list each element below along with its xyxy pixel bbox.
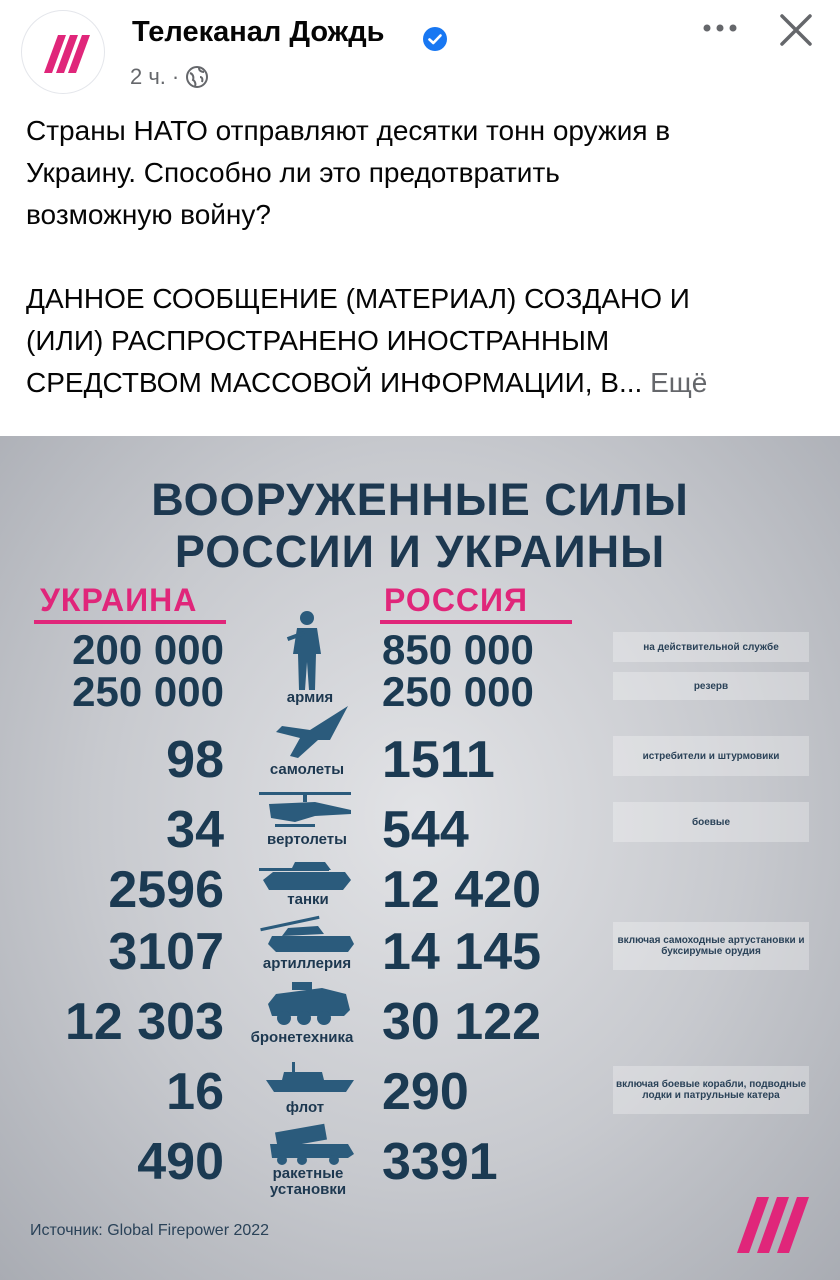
post-line: ДАННОЕ СООБЩЕНИЕ (МАТЕРИАЛ) СОЗДАНО И <box>26 283 690 314</box>
infographic-title: ВООРУЖЕННЫЕ СИЛЫ <box>151 474 689 525</box>
post-meta <box>130 64 209 90</box>
post-line: СРЕДСТВОМ МАССОВОЙ ИНФОРМАЦИИ, В... <box>26 367 643 398</box>
post-line: Украину. Способно ли это предотвратить <box>26 157 560 188</box>
rocket-launcher-icon <box>262 1122 358 1166</box>
dozhd-watermark-icon <box>735 1191 810 1256</box>
ukraine-value: 12 303 <box>64 993 224 1051</box>
russia-header: РОССИЯ <box>384 582 529 618</box>
page-avatar[interactable] <box>21 10 105 94</box>
close-icon[interactable] <box>778 12 814 48</box>
ukraine-value: 2596 <box>108 861 224 919</box>
russia-value: 1511 <box>382 731 495 789</box>
source-caption: Источник: Global Firepower 2022 <box>30 1222 270 1239</box>
row-note: включая самоходные артустановки и буксирумые орудия <box>613 922 809 970</box>
ukraine-value: 250 000 <box>72 668 224 715</box>
russia-value: 12 420 <box>382 861 542 919</box>
category-label: ракетные установки <box>269 1165 347 1198</box>
ukraine-value: 200 000 <box>72 626 224 673</box>
row-note: на действительной службе <box>613 632 809 662</box>
globe-icon[interactable] <box>185 65 209 89</box>
post-line: возможную войну? <box>26 199 271 230</box>
row-note: резерв <box>613 672 809 700</box>
more-options-icon[interactable] <box>700 18 740 38</box>
russia-value: 290 <box>382 1063 469 1121</box>
apc-icon <box>262 980 354 1028</box>
category-label: артиллерия <box>262 955 352 972</box>
infographic-image[interactable] <box>0 436 840 1280</box>
post-time[interactable]: 2 ч. <box>130 64 166 89</box>
meta-separator: · <box>171 64 180 89</box>
ukraine-value: 16 <box>166 1063 224 1121</box>
soldier-icon <box>285 608 331 692</box>
ship-icon <box>262 1060 358 1096</box>
russia-value: 30 122 <box>382 993 542 1051</box>
ukraine-value: 34 <box>166 801 224 859</box>
ukraine-value: 98 <box>166 731 224 789</box>
jet-icon <box>270 704 350 764</box>
verified-badge-icon <box>423 27 447 51</box>
russia-value: 544 <box>382 801 469 859</box>
category-label: самолеты <box>269 761 345 778</box>
post-line: Страны НАТО отправляют десятки тонн оружия в <box>26 115 671 146</box>
russia-value: 850 000 <box>382 626 534 673</box>
tank-icon <box>255 856 355 894</box>
ukraine-underline <box>34 620 226 624</box>
post-line-last <box>26 362 816 404</box>
category-label: армия <box>286 689 334 706</box>
infographic-title: РОССИИ И УКРАИНЫ <box>174 526 666 577</box>
post-text <box>26 110 816 404</box>
category-label: флот <box>285 1099 325 1116</box>
row-note: истребители и штурмовики <box>613 736 809 776</box>
see-more-link[interactable]: Ещё <box>650 367 708 398</box>
russia-value: 3391 <box>382 1133 498 1191</box>
post-header <box>0 0 840 105</box>
ukraine-value: 3107 <box>108 923 224 981</box>
category-label: бронетехника <box>250 1029 354 1046</box>
artillery-icon <box>258 912 358 956</box>
dozhd-logo-icon <box>22 11 106 95</box>
russia-underline <box>380 620 572 624</box>
post-line: (ИЛИ) РАСПРОСТРАНЕНО ИНОСТРАННЫМ <box>26 325 610 356</box>
category-label: танки <box>287 891 329 908</box>
ukraine-header: УКРАИНА <box>40 582 198 618</box>
row-note: включая боевые корабли, подводные лодки и патрульные катера <box>613 1066 809 1114</box>
page-name[interactable]: Телеканал Дождь <box>132 16 385 48</box>
russia-value: 250 000 <box>382 668 534 715</box>
category-label: вертолеты <box>267 831 347 848</box>
russia-value: 14 145 <box>382 923 542 981</box>
ukraine-value: 490 <box>137 1133 224 1191</box>
row-note: боевые <box>613 802 809 842</box>
helicopter-icon <box>255 786 355 832</box>
